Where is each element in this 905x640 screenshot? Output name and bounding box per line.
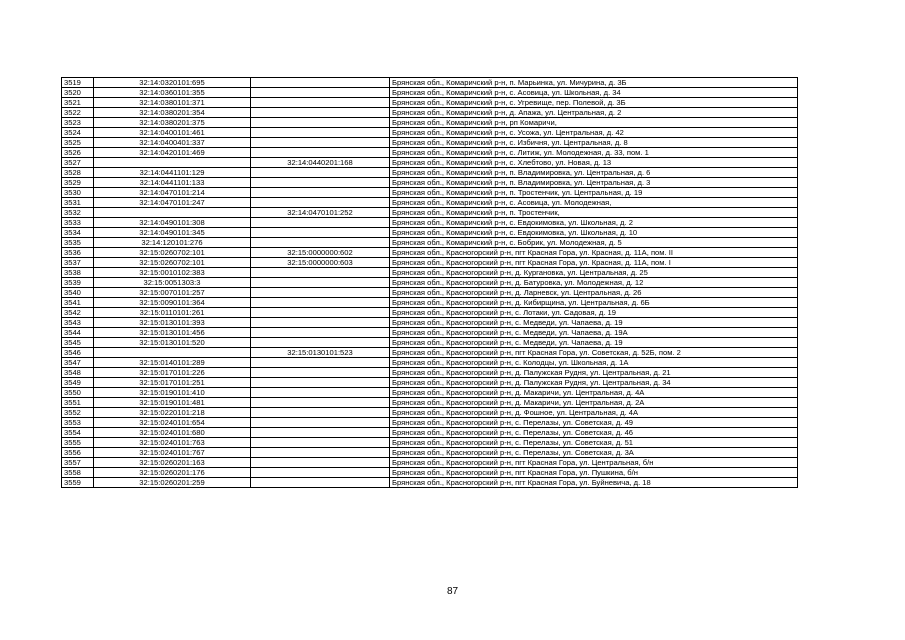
- cadastral-number-cell: 32:15:0010102:383: [94, 268, 251, 278]
- table-row: [62, 118, 798, 128]
- row-number-cell: 3547: [62, 358, 94, 368]
- cadastral-number-cell: 32:14:0360101:355: [94, 88, 251, 98]
- building-cadastral-number-cell: [251, 418, 390, 428]
- cadastral-number-cell: 32:15:0260201:176: [94, 468, 251, 478]
- address-cell: Брянская обл., Комаричский р-н, с. Угревище, пер. Полевой, д. 3Б: [390, 98, 798, 108]
- row-number-cell: 3553: [62, 418, 94, 428]
- cadastral-number-cell: 32:15:0240101:763: [94, 438, 251, 448]
- row-number-cell: 3548: [62, 368, 94, 378]
- cadastral-number-cell: 32:15:0260201:259: [94, 478, 251, 488]
- cadastral-number-cell: [94, 208, 251, 218]
- building-cadastral-number-cell: [251, 338, 390, 348]
- address-cell: Брянская обл., Красногорский р-н, с. Перелазы, ул. Советская, д. 46: [390, 428, 798, 438]
- building-cadastral-number-cell: [251, 408, 390, 418]
- cadastral-number-cell: 32:14:0470101:247: [94, 198, 251, 208]
- row-number-cell: 3528: [62, 168, 94, 178]
- building-cadastral-number-cell: 32:15:0000000:602: [251, 248, 390, 258]
- building-cadastral-number-cell: [251, 118, 390, 128]
- table-row: [62, 218, 798, 228]
- cadastral-number-cell: 32:15:0190101:481: [94, 398, 251, 408]
- row-number-cell: 3539: [62, 278, 94, 288]
- address-cell: Брянская обл., Комаричский р-н, п. Владимировка, ул. Центральная, д. 6: [390, 168, 798, 178]
- cadastral-number-cell: 32:15:0170101:251: [94, 378, 251, 388]
- building-cadastral-number-cell: [251, 468, 390, 478]
- table-row: [62, 198, 798, 208]
- building-cadastral-number-cell: 32:14:0470101:252: [251, 208, 390, 218]
- address-cell: Брянская обл., Красногорский р-н, пгт Красная Гора, ул. Красная, д. 11А, пом. I: [390, 258, 798, 268]
- address-cell: Брянская обл., Комаричский р-н, д. Апажа, ул. Центральная, д. 2: [390, 108, 798, 118]
- address-cell: Брянская обл., Красногорский р-н, с. Перелазы, ул. Советская, д. 3А: [390, 448, 798, 458]
- table-row: [62, 438, 798, 448]
- address-cell: Брянская обл., Красногорский р-н, пгт Красная Гора, ул. Буйневича, д. 18: [390, 478, 798, 488]
- building-cadastral-number-cell: [251, 458, 390, 468]
- address-cell: Брянская обл., Комаричский р-н, рп Комаричи,: [390, 118, 798, 128]
- cadastral-number-cell: 32:15:0140101:289: [94, 358, 251, 368]
- table-row: [62, 448, 798, 458]
- table-row: [62, 328, 798, 338]
- cadastral-number-cell: 32:14:0490101:308: [94, 218, 251, 228]
- cadastral-number-cell: 32:14:0380101:371: [94, 98, 251, 108]
- table-row: [62, 138, 798, 148]
- row-number-cell: 3555: [62, 438, 94, 448]
- address-cell: Брянская обл., Комаричский р-н, с. Усожа, ул. Центральная, д. 42: [390, 128, 798, 138]
- table-row: [62, 258, 798, 268]
- building-cadastral-number-cell: [251, 78, 390, 88]
- building-cadastral-number-cell: 32:15:0130101:523: [251, 348, 390, 358]
- table-row: [62, 188, 798, 198]
- cadastral-number-cell: 32:14:0470101:214: [94, 188, 251, 198]
- cadastral-number-cell: 32:15:0220101:218: [94, 408, 251, 418]
- cadastral-number-cell: 32:15:0170101:226: [94, 368, 251, 378]
- row-number-cell: 3533: [62, 218, 94, 228]
- table-row: [62, 278, 798, 288]
- cadastral-number-cell: 32:14:120101:276: [94, 238, 251, 248]
- address-cell: Брянская обл., Красногорский р-н, пгт Красная Гора, ул. Красная, д. 11А, пом. II: [390, 248, 798, 258]
- row-number-cell: 3536: [62, 248, 94, 258]
- table-row: [62, 238, 798, 248]
- cadastral-number-cell: 32:15:0130101:520: [94, 338, 251, 348]
- cadastral-number-cell: 32:15:0070101:257: [94, 288, 251, 298]
- building-cadastral-number-cell: [251, 148, 390, 158]
- address-cell: Брянская обл., Красногорский р-н, д. Палужская Рудня, ул. Центральная, д. 34: [390, 378, 798, 388]
- cadastral-number-cell: 32:14:0400401:337: [94, 138, 251, 148]
- building-cadastral-number-cell: [251, 198, 390, 208]
- table-row: [62, 338, 798, 348]
- cadastral-number-cell: 32:15:0190101:410: [94, 388, 251, 398]
- address-cell: Брянская обл., Комаричский р-н, с. Евдокимовка, ул. Школьная, д. 2: [390, 218, 798, 228]
- address-cell: Брянская обл., Красногорский р-н, д. Батуровка, ул. Молодежная, д. 12: [390, 278, 798, 288]
- row-number-cell: 3540: [62, 288, 94, 298]
- row-number-cell: 3524: [62, 128, 94, 138]
- table-row: [62, 248, 798, 258]
- building-cadastral-number-cell: [251, 298, 390, 308]
- table-row: [62, 88, 798, 98]
- table-row: [62, 298, 798, 308]
- address-cell: Брянская обл., Красногорский р-н, д. Фошное, ул. Центральная, д. 4А: [390, 408, 798, 418]
- table-row: [62, 128, 798, 138]
- row-number-cell: 3520: [62, 88, 94, 98]
- table-row: [62, 148, 798, 158]
- address-cell: Брянская обл., Красногорский р-н, д. Палужская Рудня, ул. Центральная, д. 21: [390, 368, 798, 378]
- cadastral-number-cell: 32:15:0110101:261: [94, 308, 251, 318]
- building-cadastral-number-cell: [251, 308, 390, 318]
- table-row: [62, 358, 798, 368]
- address-cell: Брянская обл., Красногорский р-н, пгт Красная Гора, ул. Советская, д. 52Б, пом. 2: [390, 348, 798, 358]
- row-number-cell: 3552: [62, 408, 94, 418]
- building-cadastral-number-cell: [251, 288, 390, 298]
- address-cell: Брянская обл., Красногорский р-н, с. Перелазы, ул. Советская, д. 51: [390, 438, 798, 448]
- table-row: [62, 398, 798, 408]
- address-cell: Брянская обл., Комаричский р-н, с. Асовица, ул. Школьная, д. 34: [390, 88, 798, 98]
- cadastral-number-cell: 32:14:0320101:695: [94, 78, 251, 88]
- address-cell: Брянская обл., Красногорский р-н, с. Колодцы, ул. Школьная, д. 1А: [390, 358, 798, 368]
- row-number-cell: 3541: [62, 298, 94, 308]
- property-register-table: [61, 77, 798, 488]
- table-row: [62, 368, 798, 378]
- address-cell: Брянская обл., Красногорский р-н, д. Кибирщина, ул. Центральная, д. 6Б: [390, 298, 798, 308]
- building-cadastral-number-cell: [251, 368, 390, 378]
- row-number-cell: 3523: [62, 118, 94, 128]
- row-number-cell: 3538: [62, 268, 94, 278]
- row-number-cell: 3532: [62, 208, 94, 218]
- building-cadastral-number-cell: [251, 268, 390, 278]
- row-number-cell: 3543: [62, 318, 94, 328]
- address-cell: Брянская обл., Комаричский р-н, п. Тростенчик,: [390, 208, 798, 218]
- building-cadastral-number-cell: [251, 278, 390, 288]
- row-number-cell: 3559: [62, 478, 94, 488]
- address-cell: Брянская обл., Комаричский р-н, п. Владимировка, ул. Центральная, д. 3: [390, 178, 798, 188]
- address-cell: Брянская обл., Комаричский р-н, п. Марьинка, ул. Мичурина, д. 3Б: [390, 78, 798, 88]
- building-cadastral-number-cell: [251, 128, 390, 138]
- row-number-cell: 3546: [62, 348, 94, 358]
- table-row: [62, 468, 798, 478]
- building-cadastral-number-cell: [251, 168, 390, 178]
- cadastral-number-cell: 32:15:0130101:393: [94, 318, 251, 328]
- building-cadastral-number-cell: 32:14:0440201:168: [251, 158, 390, 168]
- row-number-cell: 3549: [62, 378, 94, 388]
- cadastral-number-cell: 32:14:0490101:345: [94, 228, 251, 238]
- building-cadastral-number-cell: [251, 98, 390, 108]
- table-row: [62, 428, 798, 438]
- address-cell: Брянская обл., Красногорский р-н, пгт Красная Гора, ул. Центральная, б/н: [390, 458, 798, 468]
- row-number-cell: 3525: [62, 138, 94, 148]
- cadastral-number-cell: 32:14:0420101:469: [94, 148, 251, 158]
- table-row: [62, 78, 798, 88]
- building-cadastral-number-cell: [251, 378, 390, 388]
- building-cadastral-number-cell: [251, 178, 390, 188]
- row-number-cell: 3522: [62, 108, 94, 118]
- address-cell: Брянская обл., Красногорский р-н, с. Медведи, ул. Чапаева, д. 19: [390, 338, 798, 348]
- row-number-cell: 3526: [62, 148, 94, 158]
- address-cell: Брянская обл., Красногорский р-н, с. Лотаки, ул. Садовая, д. 19: [390, 308, 798, 318]
- building-cadastral-number-cell: [251, 218, 390, 228]
- building-cadastral-number-cell: [251, 228, 390, 238]
- building-cadastral-number-cell: [251, 238, 390, 248]
- building-cadastral-number-cell: [251, 318, 390, 328]
- address-cell: Брянская обл., Комаричский р-н, с. Литиж, ул. Молодежная, д. 33, пом. 1: [390, 148, 798, 158]
- row-number-cell: 3542: [62, 308, 94, 318]
- table-row: [62, 408, 798, 418]
- table-row: [62, 158, 798, 168]
- building-cadastral-number-cell: [251, 398, 390, 408]
- building-cadastral-number-cell: [251, 478, 390, 488]
- cadastral-number-cell: 32:15:0051303:3: [94, 278, 251, 288]
- table-row: [62, 178, 798, 188]
- row-number-cell: 3545: [62, 338, 94, 348]
- address-cell: Брянская обл., Красногорский р-н, д. Кургановка, ул. Центральная, д. 25: [390, 268, 798, 278]
- cadastral-number-cell: [94, 348, 251, 358]
- table-row: [62, 378, 798, 388]
- table-row: [62, 268, 798, 278]
- building-cadastral-number-cell: [251, 428, 390, 438]
- row-number-cell: 3554: [62, 428, 94, 438]
- address-cell: Брянская обл., Красногорский р-н, с. Медведи, ул. Чапаева, д. 19: [390, 318, 798, 328]
- row-number-cell: 3537: [62, 258, 94, 268]
- building-cadastral-number-cell: [251, 448, 390, 458]
- address-cell: Брянская обл., Комаричский р-н, с. Избичня, ул. Центральная, д. 8: [390, 138, 798, 148]
- table-row: [62, 288, 798, 298]
- row-number-cell: 3557: [62, 458, 94, 468]
- cadastral-number-cell: 32:15:0240101:680: [94, 428, 251, 438]
- cadastral-number-cell: 32:15:0130101:456: [94, 328, 251, 338]
- cadastral-number-cell: 32:14:0441101:129: [94, 168, 251, 178]
- building-cadastral-number-cell: [251, 108, 390, 118]
- table-row: [62, 478, 798, 488]
- address-cell: Брянская обл., Комаричский р-н, с. Асовица, ул. Молодежная,: [390, 198, 798, 208]
- cadastral-number-cell: 32:14:0400101:461: [94, 128, 251, 138]
- building-cadastral-number-cell: [251, 328, 390, 338]
- row-number-cell: 3558: [62, 468, 94, 478]
- row-number-cell: 3534: [62, 228, 94, 238]
- address-cell: Брянская обл., Красногорский р-н, с. Перелазы, ул. Советская, д. 49: [390, 418, 798, 428]
- table-row: [62, 98, 798, 108]
- row-number-cell: 3544: [62, 328, 94, 338]
- cadastral-number-cell: 32:15:0260201:163: [94, 458, 251, 468]
- row-number-cell: 3521: [62, 98, 94, 108]
- table-row: [62, 388, 798, 398]
- cadastral-number-cell: 32:15:0240101:654: [94, 418, 251, 428]
- row-number-cell: 3556: [62, 448, 94, 458]
- page-number: 87: [446, 586, 459, 597]
- building-cadastral-number-cell: [251, 138, 390, 148]
- table-row: [62, 308, 798, 318]
- row-number-cell: 3529: [62, 178, 94, 188]
- cadastral-number-cell: [94, 158, 251, 168]
- address-cell: Брянская обл., Комаричский р-н, с. Бобрик, ул. Молодежная, д. 5: [390, 238, 798, 248]
- table-body: [62, 78, 798, 488]
- cadastral-number-cell: 32:15:0090101:364: [94, 298, 251, 308]
- table-row: [62, 418, 798, 428]
- address-cell: Брянская обл., Красногорский р-н, пгт Красная Гора, ул. Пушкина, б/н: [390, 468, 798, 478]
- cadastral-number-cell: 32:15:0260702:101: [94, 248, 251, 258]
- row-number-cell: 3519: [62, 78, 94, 88]
- address-cell: Брянская обл., Красногорский р-н, д. Макаричи, ул. Центральная, д. 2А: [390, 398, 798, 408]
- table-row: [62, 108, 798, 118]
- address-cell: Брянская обл., Красногорский р-н, д. Ларневск, ул. Центральная, д. 26: [390, 288, 798, 298]
- building-cadastral-number-cell: [251, 438, 390, 448]
- row-number-cell: 3550: [62, 388, 94, 398]
- row-number-cell: 3530: [62, 188, 94, 198]
- cadastral-number-cell: 32:14:0380201:375: [94, 118, 251, 128]
- address-cell: Брянская обл., Комаричский р-н, с. Хлебтово, ул. Новая, д. 13: [390, 158, 798, 168]
- table-row: [62, 208, 798, 218]
- address-cell: Брянская обл., Комаричский р-н, п. Тростенчик, ул. Центральная, д. 19: [390, 188, 798, 198]
- cadastral-number-cell: 32:15:0260702:101: [94, 258, 251, 268]
- building-cadastral-number-cell: [251, 188, 390, 198]
- building-cadastral-number-cell: [251, 358, 390, 368]
- row-number-cell: 3551: [62, 398, 94, 408]
- table-row: [62, 228, 798, 238]
- table-row: [62, 348, 798, 358]
- row-number-cell: 3531: [62, 198, 94, 208]
- row-number-cell: 3527: [62, 158, 94, 168]
- address-cell: Брянская обл., Красногорский р-н, д. Макаричи, ул. Центральная, д. 4А: [390, 388, 798, 398]
- cadastral-number-cell: 32:14:0441101:133: [94, 178, 251, 188]
- row-number-cell: 3535: [62, 238, 94, 248]
- address-cell: Брянская обл., Красногорский р-н, с. Медведи, ул. Чапаева, д. 19А: [390, 328, 798, 338]
- table-row: [62, 318, 798, 328]
- building-cadastral-number-cell: [251, 88, 390, 98]
- building-cadastral-number-cell: 32:15:0000000:603: [251, 258, 390, 268]
- building-cadastral-number-cell: [251, 388, 390, 398]
- cadastral-number-cell: 32:15:0240101:767: [94, 448, 251, 458]
- address-cell: Брянская обл., Комаричский р-н, с. Евдокимовка, ул. Школьная, д. 10: [390, 228, 798, 238]
- cadastral-number-cell: 32:14:0380201:354: [94, 108, 251, 118]
- table-row: [62, 458, 798, 468]
- table-row: [62, 168, 798, 178]
